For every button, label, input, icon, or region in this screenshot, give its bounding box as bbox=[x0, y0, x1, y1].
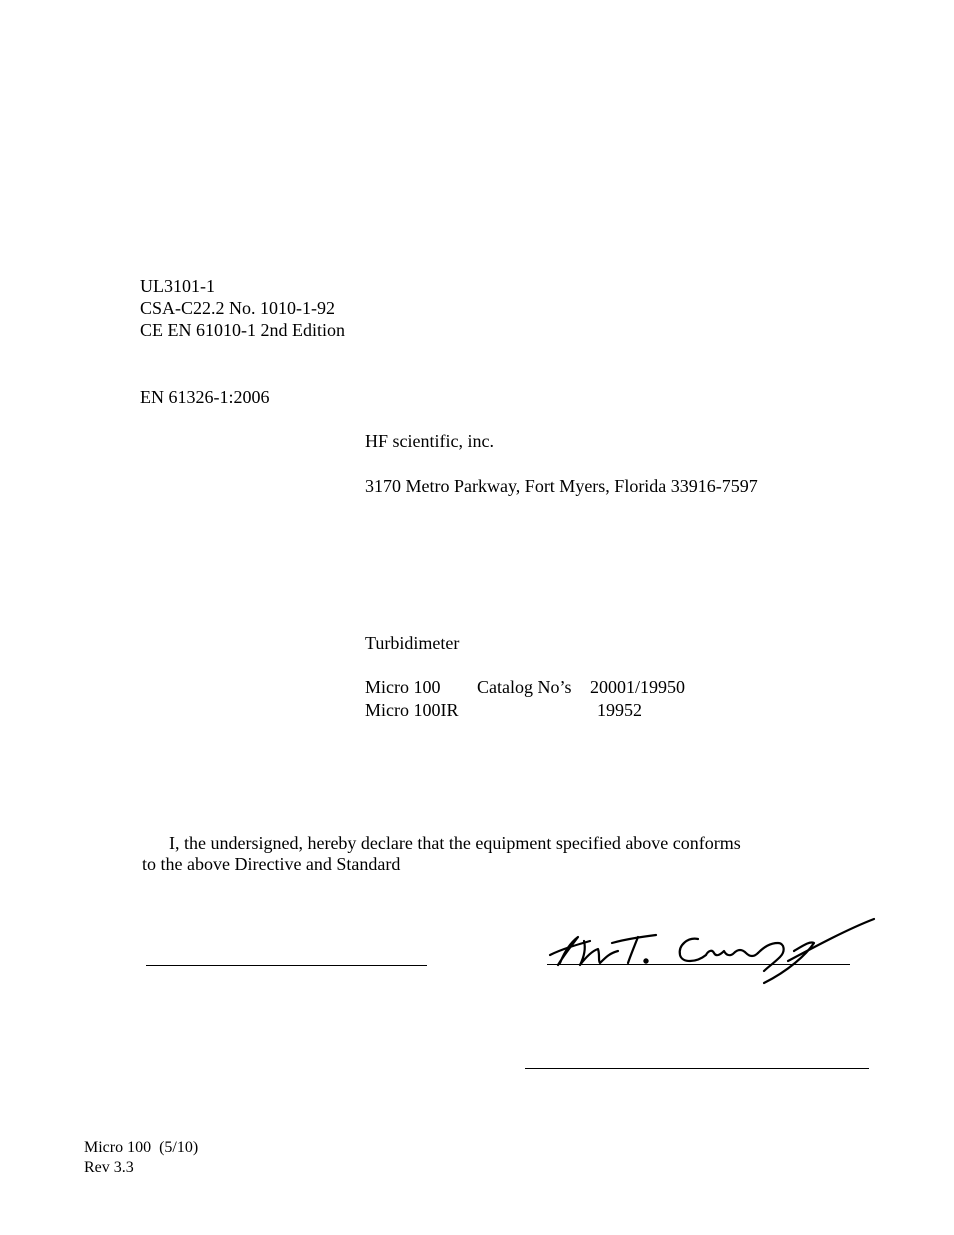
safety-standard-3: CE EN 61010-1 2nd Edition bbox=[140, 320, 345, 340]
catalog-label: Catalog No’s bbox=[477, 677, 572, 697]
handwritten-signature bbox=[548, 915, 878, 990]
manufacturer-address: 3170 Metro Parkway, Fort Myers, Florida 33916-7597 bbox=[365, 476, 758, 496]
model-name: Micro 100IR bbox=[365, 700, 459, 720]
name-line bbox=[525, 1068, 869, 1069]
footer-revision: Rev 3.3 bbox=[84, 1159, 134, 1176]
manufacturer-name: HF scientific, inc. bbox=[365, 431, 494, 451]
emc-standard: EN 61326-1:2006 bbox=[140, 387, 270, 407]
safety-standard-2: CSA-C22.2 No. 1010-1-92 bbox=[140, 298, 336, 318]
place-date-line bbox=[146, 965, 427, 966]
document-footer bbox=[84, 1138, 198, 1178]
catalog-numbers: 20001/19950 bbox=[590, 677, 686, 697]
declaration-line-1: I, the undersigned, hereby declare that the equipment specified above conforms bbox=[169, 833, 741, 853]
safety-standard-1: UL3101-1 bbox=[140, 276, 215, 296]
safety-standards-block bbox=[140, 275, 345, 341]
declaration-line-2: to the above Directive and Standard bbox=[142, 854, 401, 874]
model-name: Micro 100 bbox=[365, 677, 441, 697]
catalog-numbers: 19952 bbox=[597, 700, 642, 720]
equipment-type: Turbidimeter bbox=[365, 633, 460, 653]
footer-doc-id: Micro 100 (5/10) bbox=[84, 1139, 199, 1156]
declaration-statement bbox=[142, 833, 741, 875]
